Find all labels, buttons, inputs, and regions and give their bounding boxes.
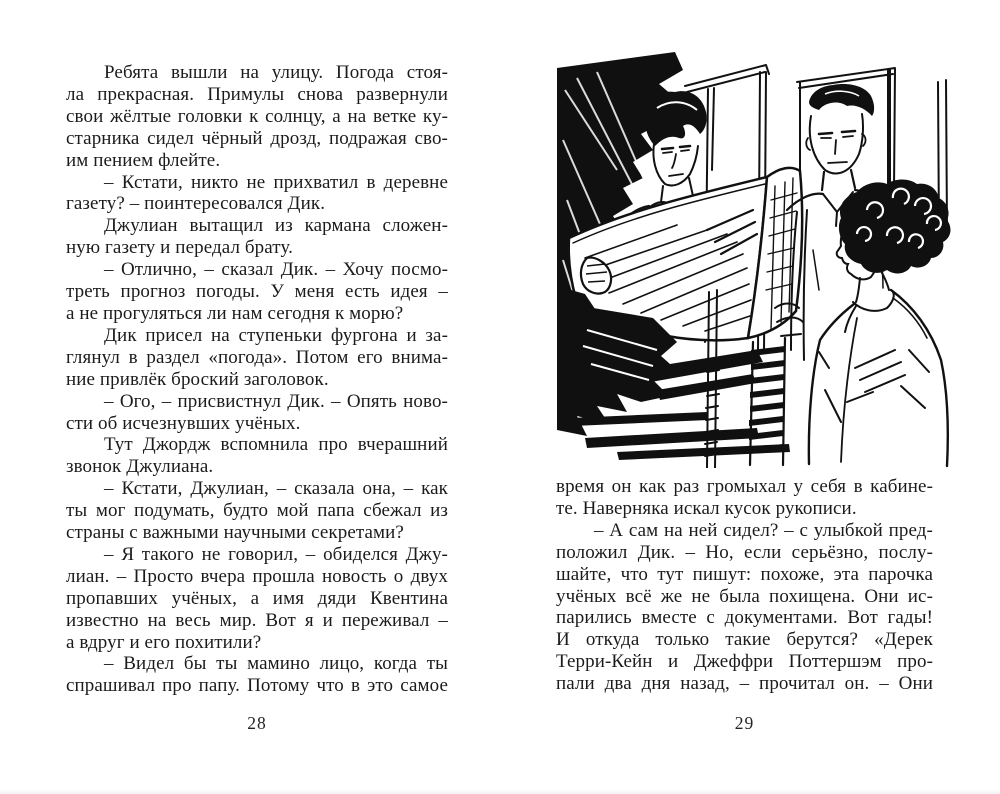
text-line: спрашивал про папу. Потому что в это самое bbox=[66, 675, 448, 697]
text-line: ную газету и передал брату. bbox=[66, 237, 293, 259]
text-line: им пением флейте. bbox=[66, 149, 221, 171]
left-page-number: 28 bbox=[247, 713, 267, 733]
text-line: Терри-Кейн и Джеффри Поттершэм про- bbox=[556, 651, 933, 673]
right-page-text bbox=[556, 476, 933, 695]
text-line: время он как раз громыхал у себя в кабине- bbox=[556, 476, 933, 497]
paragraph bbox=[556, 520, 933, 695]
text-line: положил Дик. – Но, если серьёзно, послу- bbox=[556, 541, 933, 563]
text-line: старника сидел чёрный дрозд, подражая сво- bbox=[66, 127, 448, 149]
ink-drawing-svg bbox=[557, 50, 953, 468]
text-line: газету? – поинтересовался Дик. bbox=[66, 193, 326, 215]
text-line: известно на весь мир. Вот я и переживал – bbox=[66, 609, 448, 631]
paragraph bbox=[66, 544, 448, 654]
paragraph bbox=[66, 325, 448, 391]
paragraph bbox=[66, 391, 448, 435]
paragraph bbox=[66, 62, 448, 172]
text-line: а не прогуляться ли нам сегодня к морю? bbox=[66, 302, 404, 324]
text-line: Дик присел на ступеньки фургона и за- bbox=[104, 324, 448, 346]
paragraph bbox=[66, 434, 448, 478]
text-line: Ребята вышли на улицу. Погода стоя- bbox=[104, 62, 448, 83]
text-line: Джулиан вытащил из кармана сложен- bbox=[104, 215, 448, 237]
text-line: пали два дня назад, – прочитал он. – Они bbox=[556, 673, 933, 695]
text-line: – Я такого не говорил, – обиделся Джу- bbox=[104, 543, 448, 565]
text-line: – Кстати, никто не прихватил в деревне bbox=[104, 171, 448, 193]
text-line: учёных всё же не была похищена. Они ис- bbox=[556, 585, 933, 607]
left-page-text bbox=[66, 62, 448, 697]
text-line: шайте, что тут пишут: похоже, эта парочка bbox=[556, 563, 933, 585]
text-line: страны с важными научными секретами? bbox=[66, 522, 404, 544]
book-illustration bbox=[557, 50, 953, 468]
text-line: ла прекрасная. Примулы снова развернули bbox=[66, 83, 448, 105]
text-line: пропавших учёных, а имя дяди Квентина bbox=[66, 587, 448, 609]
paragraph bbox=[66, 653, 448, 697]
text-line: Тут Джордж вспомнила про вчерашний bbox=[104, 434, 448, 456]
text-line: парились вместе с документами. Вот гады! bbox=[556, 607, 933, 629]
text-line: свои жёлтые головки к солнцу, а на ветке ку- bbox=[66, 105, 448, 127]
text-line: ние привлёк броский заголовок. bbox=[66, 368, 329, 390]
right-page-number: 29 bbox=[734, 713, 755, 733]
text-line: – А сам на ней сидел? – с улыбкой пред- bbox=[594, 519, 933, 541]
text-line: звонок Джулиана. bbox=[66, 456, 214, 478]
text-line: ты мог подумать, будто мой папа сбежал из bbox=[66, 500, 448, 522]
paragraph bbox=[556, 476, 933, 520]
text-line: а вдруг и его похитили? bbox=[66, 631, 262, 653]
text-line: – Ого, – присвистнул Дик. – Опять ново- bbox=[104, 390, 448, 412]
text-line: лиан. – Просто вчера прошла новость о двух bbox=[66, 565, 448, 587]
paragraph bbox=[66, 172, 448, 216]
text-line: – Отлично, – сказал Дик. – Хочу посмо- bbox=[104, 259, 448, 281]
paragraph bbox=[66, 259, 448, 325]
text-line: – Видел бы ты мамино лицо, когда ты bbox=[104, 653, 448, 675]
paragraph bbox=[66, 478, 448, 544]
text-line: глянул в раздел «погода». Потом его внима- bbox=[66, 346, 448, 368]
text-line: – Кстати, Джулиан, – сказала она, – как bbox=[104, 478, 448, 500]
text-line: сти об исчезнувших учёных. bbox=[66, 412, 301, 434]
text-line: те. Наверняка искал кусок рукописи. bbox=[556, 497, 857, 519]
text-line: треть прогноз погоды. У меня есть идея – bbox=[66, 281, 448, 303]
text-line: И откуда только такие берутся? «Дерек bbox=[556, 629, 933, 651]
paragraph bbox=[66, 215, 448, 259]
